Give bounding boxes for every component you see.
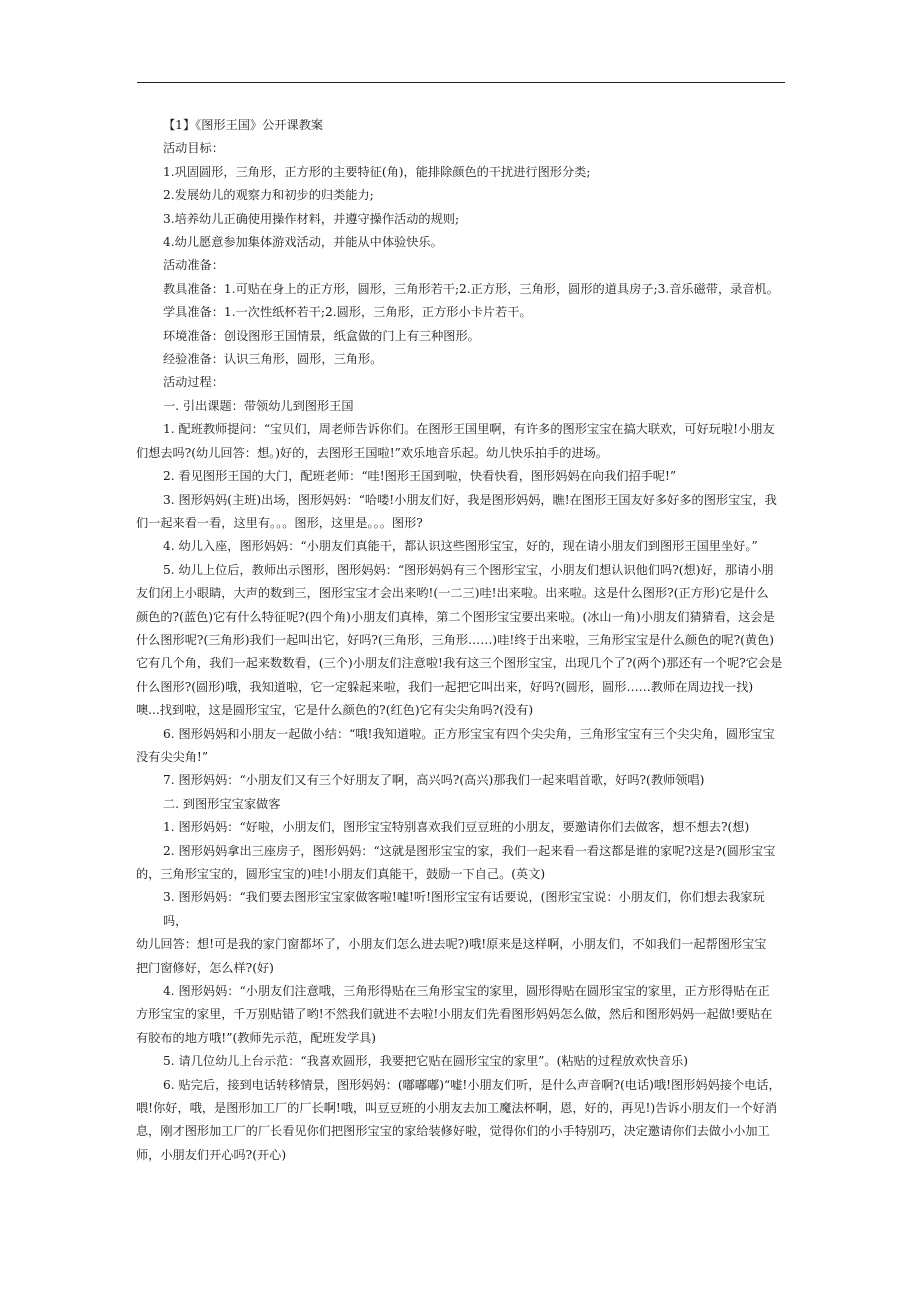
step-paragraph: [163, 465, 787, 488]
step-paragraph: [136, 1074, 787, 1168]
document-body: [136, 114, 787, 1167]
step-line-continued: 什么图形?(圆形)哦，我知道啦，它一定躲起来啦，我们一起把它叫出来，好吗?(圆形，圆形……教师在周边找一找): [136, 679, 754, 694]
document-title: 【1】《图形王国》公开课教案: [163, 118, 324, 132]
step-line: 1. 图形妈妈：“好啦，小朋友们，图形宝宝特别喜欢我们豆豆班的小朋友，要邀请你们去做客，想不想去?(想): [163, 820, 750, 835]
prep-item: 学具准备：1.一次性纸杯若干;2.圆形，三角形，正方形小卡片若干。: [163, 305, 532, 320]
step-paragraph: [163, 816, 787, 839]
header-rule: [137, 82, 785, 83]
step-line: 3. 图形妈妈(主班)出场，图形妈妈：“哈喽!小朋友们好，我是图形妈妈，瞧!在图形王国友好多好多的图形宝宝，我: [163, 492, 777, 507]
step-line-continued: 噢...找到啦，这是圆形宝宝，它是什么颜色的?(红色)它有尖尖角吗?(没有): [136, 703, 534, 718]
step-line-continued: 友们闭上小眼睛，大声的数到三，图形宝宝才会出来哟!(一二三)哇!出来啦。出来啦。这是什么图形?(正方形)它是什么: [136, 586, 769, 601]
step-line: 5. 幼儿上位后，教师出示图形，图形妈妈：“图形妈妈有三个图形宝宝，小朋友们想认识他们吗?(想)好，那请小朋: [163, 562, 774, 577]
step-line: 5. 请几位幼儿上台示范：“我喜欢圆形，我要把它贴在圆形宝宝的家里”。(粘贴的过程放欢快音乐): [163, 1054, 688, 1069]
step-line: 2. 看见图形王国的大门，配班老师：“哇!图形王国到啦，快看快看，图形妈妈在向我们招手呢!”: [163, 469, 677, 484]
goal-item: 1.巩固圆形，三角形，正方形的主要特征(角)，能排除颜色的干扰进行图形分类;: [163, 164, 591, 179]
step-paragraph: [163, 1050, 787, 1073]
step-paragraph: [136, 559, 787, 723]
step-line-continued: 它有几个角，我们一起来数数看，(三个)小朋友们注意啦!我有这三个图形宝宝，出现几个了?(两个)那还有一个呢?它会是: [136, 656, 783, 671]
step-line-continued: 没有尖尖角!”: [136, 749, 209, 764]
step-paragraph: [136, 840, 787, 887]
step-line-continued: 们想去吗?(幼儿回答：想。)好的，去图形王国啦!”欢乐地音乐起。幼儿快乐拍手的进场。: [136, 445, 609, 460]
step-line-continued: 们一起来看一看，这里有。。。图形，这里是。。。图形?: [136, 515, 423, 530]
step-paragraph: [136, 980, 787, 1050]
part2-steps: [136, 816, 787, 1167]
step-line-continued: 方形宝宝的家里，千万别贴错了哟!不然我们就进不去啦!小朋友们先看图形妈妈怎么做，然后和图形妈妈一起做!要贴在: [136, 1007, 773, 1022]
step-line-continued: 幼儿回答：想!可是我的家门窗都坏了，小朋友们怎么进去呢?)哦!原来是这样啊，小朋友们，不如我们一起帮图形宝宝: [136, 937, 767, 952]
step-line-continued: 喂!你好，哦，是图形加工厂的厂长啊!哦，叫豆豆班的小朋友去加工魔法杯啊，恩，好的，再见!)告诉小朋友们一个好消: [136, 1101, 778, 1116]
prep-item: 经验准备：认识三角形，圆形，三角形。: [163, 352, 383, 367]
step-paragraph: [136, 418, 787, 465]
prep-heading: 活动准备：: [163, 258, 224, 273]
prep-item: 教具准备：1.可贴在身上的正方形，圆形，三角形若干;2.正方形，三角形，圆形的道具房子;3.音乐磁带，录音机。: [163, 281, 779, 296]
step-line: 7. 图形妈妈：“小朋友们又有三个好朋友了啊，高兴吗?(高兴)那我们一起来唱首歌，好吗?(教师领唱): [163, 773, 705, 788]
step-paragraph: [163, 769, 787, 792]
step-line-continued: 颜色的?(蓝色)它有什么特征呢?(四个角)小朋友们真棒，第二个图形宝宝要出来啦。(冰山一角)小朋友们猜猜看，这会是: [136, 609, 775, 624]
goal-item: 2.发展幼儿的观察力和初步的归类能力;: [163, 188, 374, 203]
step-line: 6. 贴完后，接到电话转移情景，图形妈妈：(嘟嘟嘟)“嘘!小朋友们听，是什么声音啊?(电话)哦!图形妈妈接个电话，: [163, 1077, 781, 1092]
step-line-continued: 把门窗修好，怎么样?(好): [136, 960, 274, 975]
part1-steps: [136, 418, 787, 793]
step-line: 1. 配班教师提问：“宝贝们，周老师告诉你们。在图形王国里啊，有许多的图形宝宝在搞大联欢，可好玩啦!小朋友: [163, 422, 775, 437]
step-line-continued: 息，刚才图形加工厂的厂长看见你们把图形宝宝的家给装修好啦，觉得你们的小手特别巧，决定邀请你们去做小小加工: [136, 1124, 770, 1139]
part1-heading: 一. 引出课题：带领幼儿到图形王国: [163, 398, 354, 413]
step-line: 4. 图形妈妈：“小朋友们注意哦，三角形得贴在三角形宝宝的家里，圆形得贴在圆形宝宝的家里，正方形得贴在正: [163, 984, 770, 999]
step-line-continued: 师，小朋友们开心吗?(开心): [136, 1147, 287, 1162]
goals-heading: 活动目标：: [163, 141, 224, 156]
step-line-continued: 的，三角形宝宝的，圆形宝宝的)哇!小朋友们真能干，鼓励一下自己。(英文): [136, 867, 546, 881]
prep-item: 环境准备：创设图形王国情景，纸盒做的门上有三种图形。: [163, 328, 480, 343]
goal-item: 4.幼儿愿意参加集体游戏活动，并能从中体验快乐。: [163, 235, 443, 250]
goal-item: 3.培养幼儿正确使用操作材料，并遵守操作活动的规则;: [163, 211, 460, 226]
step-line: 2. 图形妈妈拿出三座房子，图形妈妈：“这就是图形宝宝的家，我们一起来看一看这都是谁的家呢?这是?(圆形宝宝: [163, 843, 776, 858]
step-line: 6. 图形妈妈和小朋友一起做小结：“哦!我知道啦。正方形宝宝有四个尖尖角，三角形宝宝有三个尖尖角，圆形宝宝: [163, 726, 775, 741]
part2-heading: 二. 到图形宝宝家做客: [163, 796, 281, 811]
step-paragraph: [136, 489, 787, 536]
step-line: 3. 图形妈妈：“我们要去图形宝宝家做客啦!嘘!听!图形宝宝有话要说，(图形宝宝说：小朋友们，你们想去我家玩吗，: [163, 890, 765, 928]
step-line-continued: 有胶布的地方哦!”(教师先示范，配班发学具): [136, 1030, 377, 1045]
step-paragraph: [136, 723, 787, 770]
step-line: 4. 幼儿入座，图形妈妈：“小朋友们真能干，都认识这些图形宝宝，好的，现在请小朋友们到图形王国里坐好。”: [163, 539, 758, 554]
step-line-continued: 什么图形呢?(三角形)我们一起叫出它，好吗?(三角形，三角形……)哇!终于出来啦，三角形宝宝是什么颜色的呢?(黄色): [136, 632, 775, 647]
step-paragraph: [136, 886, 787, 980]
step-paragraph: [163, 535, 787, 558]
process-heading: 活动过程：: [163, 375, 224, 390]
